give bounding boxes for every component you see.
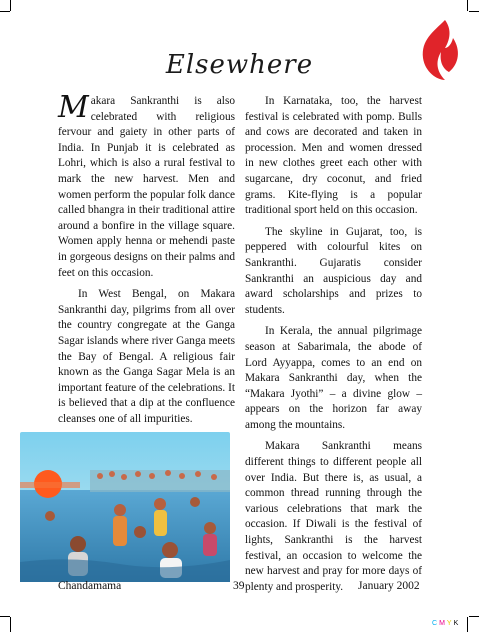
paragraph: In Karnataka, too, the harvest festival is celebrated with pomp. Bulls and cows are decorated and taken in procession. Men and women dressed in new clothes greet each other with sugarcane, dry coconut, and fried grams. Kite-flying is a popular traditional sport held on this occasion. bbox=[245, 95, 422, 217]
footer-page-number: 39 bbox=[233, 580, 245, 592]
footer-issue: January 2002 bbox=[358, 580, 420, 592]
crop-mark bbox=[467, 0, 468, 11]
right-column bbox=[245, 94, 422, 601]
ganga-sagar-illustration bbox=[20, 432, 230, 582]
left-column bbox=[58, 90, 235, 433]
yellow-mark: Y bbox=[446, 620, 452, 627]
paragraph: In Kerala, the annual pilgrimage season at Sabarimala, the abode of Lord Ayyappa, comes to an end on Makara Sankranthi day, when the “Makara Jyothi” – a divine glow – appears on the horizon far away among the mountains. bbox=[245, 325, 422, 431]
paragraph bbox=[58, 90, 235, 281]
cyan-mark: C bbox=[432, 620, 438, 627]
crop-mark bbox=[467, 617, 468, 632]
crop-mark bbox=[0, 616, 10, 617]
paragraph-text: akara Sankranthi is also celebrated with religious fervour and gaiety in other parts of India. In Punjab it is celebrated as Lohri, which is also a rural festival to mark the new harvest. Men and women perform the popular folk dance called bhangra in their traditional attire around a bonfire in the village square. Women apply henna or mehendi paste in gorgeous designs on their palms and feet on this occasion. bbox=[58, 95, 235, 279]
crop-mark bbox=[469, 11, 479, 12]
page-title: Elsewhere bbox=[165, 50, 314, 80]
crop-mark bbox=[0, 11, 10, 12]
magenta-mark: M bbox=[439, 620, 445, 627]
paragraph: Makara Sankranthi means different things to different people all over India. But there is, as usual, a common thread running through the various celebrations that mark the occasion. If Diwali is the festival of lights, Sankranthi is the harvest festival, an occasion to welcome the new harvest and pray for more days of plenty and prosperity. bbox=[245, 440, 422, 593]
crop-mark bbox=[469, 616, 479, 617]
drop-cap: M bbox=[58, 90, 89, 125]
paragraph: The skyline in Gujarat, too, is peppered with colourful kites on Sankranthi. Gujaratis consider Sankranthi an auspicious day and award scholarships and prizes to students. bbox=[245, 225, 422, 316]
footer-publication: Chandamama bbox=[58, 580, 122, 592]
black-mark: K bbox=[453, 620, 459, 627]
cmyk-print-marks bbox=[432, 620, 460, 627]
paragraph: In West Bengal, on Makara Sankranthi day, pilgrims from all over the country congregate at the Ganga Sagar islands where river Ganga meets the Bay of Bengal. A religious fair known as the Ganga Sagar Mela is an important feature of the celebrations. It is believed that a dip at the confluence cleanses one of all impurities. bbox=[58, 288, 235, 425]
crop-mark bbox=[10, 617, 11, 632]
crop-mark bbox=[10, 0, 11, 11]
